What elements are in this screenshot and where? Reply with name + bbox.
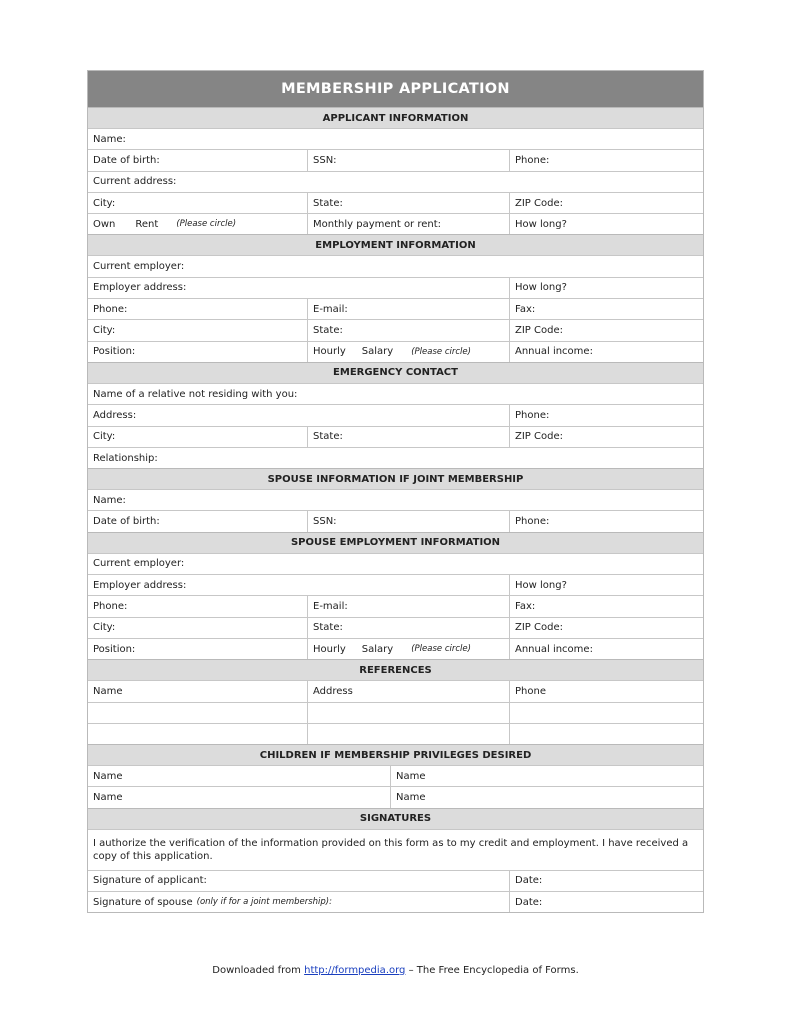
spouse-employer-email-field[interactable]: E-mail:	[307, 596, 509, 616]
spouse-current-employer-field[interactable]: Current employer:	[93, 558, 185, 570]
child-name-field[interactable]: Name	[93, 770, 123, 782]
applicant-city-field[interactable]: City:	[93, 197, 116, 209]
relationship-field[interactable]: Relationship:	[93, 452, 158, 464]
spouse-signature-row	[88, 891, 703, 912]
children-row	[88, 765, 703, 786]
annual-income-field[interactable]: Annual income:	[509, 342, 703, 362]
emergency-zip-field[interactable]: ZIP Code:	[509, 427, 703, 447]
section-children-heading: CHILDREN IF MEMBERSHIP PRIVILEGES DESIRED	[88, 744, 703, 765]
spouse-annual-income-field[interactable]: Annual income:	[509, 639, 703, 659]
applicant-signature-row	[88, 870, 703, 891]
section-emergency-heading: EMERGENCY CONTACT	[88, 362, 703, 383]
employer-phone-row	[88, 298, 703, 319]
current-employer-field[interactable]: Current employer:	[93, 261, 185, 273]
child-name-field[interactable]: Name	[93, 792, 123, 804]
applicant-address-row	[88, 171, 703, 192]
employer-fax-field[interactable]: Fax:	[509, 299, 703, 319]
spouse-how-long-field[interactable]: How long?	[509, 575, 703, 595]
references-header-row	[88, 680, 703, 701]
relative-name-field[interactable]: Name of a relative not residing with you:	[93, 388, 298, 400]
children-row	[88, 786, 703, 807]
housing-choice[interactable]	[88, 214, 307, 234]
reference-row	[88, 702, 703, 723]
joint-membership-note: (only if for a joint membership):	[196, 897, 332, 908]
applicant-how-long-field[interactable]: How long?	[509, 214, 703, 234]
footer-prefix: Downloaded from	[212, 965, 301, 976]
spouse-employer-address-field[interactable]: Employer address:	[93, 579, 187, 591]
spouse-employer-state-field[interactable]: State:	[307, 618, 509, 638]
spouse-employer-zip-field[interactable]: ZIP Code:	[509, 618, 703, 638]
reference-name-cell[interactable]	[88, 703, 307, 723]
spouse-employer-phone-row	[88, 595, 703, 616]
hourly-option[interactable]: Hourly	[313, 346, 346, 358]
spouse-ssn-field[interactable]: SSN:	[307, 511, 509, 531]
applicant-signature-date-field[interactable]: Date:	[509, 871, 703, 891]
position-row	[88, 341, 703, 362]
applicant-housing-row	[88, 213, 703, 234]
salary-option[interactable]: Salary	[361, 346, 394, 358]
employer-city-field[interactable]: City:	[93, 325, 116, 337]
applicant-name-field[interactable]: Name:	[93, 133, 126, 145]
section-employment-heading: EMPLOYMENT INFORMATION	[88, 234, 703, 255]
employer-state-field[interactable]: State:	[307, 320, 509, 340]
pay-type-choice[interactable]	[307, 342, 509, 362]
applicant-dob-field[interactable]: Date of birth:	[93, 154, 160, 166]
emergency-address-field[interactable]: Address:	[93, 409, 137, 421]
employer-address-field[interactable]: Employer address:	[93, 282, 187, 294]
spouse-phone-field[interactable]: Phone:	[509, 511, 703, 531]
references-phone-header: Phone	[509, 681, 703, 701]
applicant-signature-field[interactable]: Signature of applicant:	[93, 875, 207, 887]
references-address-header: Address	[307, 681, 509, 701]
employer-row	[88, 255, 703, 276]
spouse-employer-city-row	[88, 617, 703, 638]
employer-address-row	[88, 277, 703, 298]
spouse-pay-type-choice[interactable]	[307, 639, 509, 659]
spouse-employer-city-field[interactable]: City:	[93, 622, 116, 634]
applicant-phone-field[interactable]: Phone:	[509, 150, 703, 170]
employer-city-row	[88, 319, 703, 340]
applicant-name-row	[88, 128, 703, 149]
emergency-state-field[interactable]: State:	[307, 427, 509, 447]
hourly-option[interactable]: Hourly	[313, 643, 346, 655]
emergency-address-row	[88, 404, 703, 425]
employer-email-field[interactable]: E-mail:	[307, 299, 509, 319]
section-applicant-heading: APPLICANT INFORMATION	[88, 107, 703, 128]
section-references-heading: REFERENCES	[88, 659, 703, 680]
reference-address-cell[interactable]	[307, 724, 509, 744]
spouse-signature-field[interactable]	[88, 892, 509, 912]
spouse-signature-date-field[interactable]: Date:	[509, 892, 703, 912]
spouse-signature-label: Signature of spouse	[93, 896, 193, 908]
reference-phone-cell[interactable]	[509, 724, 703, 744]
footer-suffix: – The Free Encyclopedia of Forms.	[408, 965, 579, 976]
own-option[interactable]: Own	[93, 218, 116, 230]
reference-row	[88, 723, 703, 744]
salary-option[interactable]: Salary	[361, 643, 394, 655]
emergency-phone-field[interactable]: Phone:	[509, 405, 703, 425]
child-name-field[interactable]: Name	[390, 787, 703, 807]
spouse-employer-fax-field[interactable]: Fax:	[509, 596, 703, 616]
spouse-name-field[interactable]: Name:	[93, 494, 126, 506]
monthly-payment-field[interactable]: Monthly payment or rent:	[307, 214, 509, 234]
references-name-header: Name	[93, 685, 123, 697]
spouse-employer-address-row	[88, 574, 703, 595]
emergency-city-row	[88, 426, 703, 447]
spouse-dob-row	[88, 510, 703, 531]
applicant-zip-field[interactable]: ZIP Code:	[509, 193, 703, 213]
spouse-position-row	[88, 638, 703, 659]
footer	[0, 965, 791, 976]
spouse-employer-row	[88, 553, 703, 574]
section-signatures-heading: SIGNATURES	[88, 808, 703, 829]
please-circle-note: (Please circle)	[411, 346, 471, 357]
authorization-row	[88, 829, 703, 870]
spouse-dob-field[interactable]: Date of birth:	[93, 516, 160, 528]
applicant-city-row	[88, 192, 703, 213]
applicant-state-field[interactable]: State:	[307, 193, 509, 213]
spouse-name-row	[88, 489, 703, 510]
position-field[interactable]: Position:	[93, 346, 136, 358]
emergency-city-field[interactable]: City:	[93, 431, 116, 443]
form-title: MEMBERSHIP APPLICATION	[88, 71, 703, 107]
please-circle-note: (Please circle)	[176, 219, 237, 230]
rent-option[interactable]: Rent	[135, 218, 159, 230]
child-name-field[interactable]: Name	[390, 766, 703, 786]
applicant-dob-row	[88, 149, 703, 170]
spouse-employer-phone-field[interactable]: Phone:	[93, 600, 128, 612]
employment-how-long-field[interactable]: How long?	[509, 278, 703, 298]
employer-phone-field[interactable]: Phone:	[93, 303, 128, 315]
formpedia-link[interactable]: http://formpedia.org	[304, 965, 406, 976]
section-spouse-employment-heading: SPOUSE EMPLOYMENT INFORMATION	[88, 532, 703, 553]
reference-name-cell[interactable]	[88, 724, 307, 744]
relative-row	[88, 383, 703, 404]
applicant-ssn-field[interactable]: SSN:	[307, 150, 509, 170]
employer-zip-field[interactable]: ZIP Code:	[509, 320, 703, 340]
spouse-position-field[interactable]: Position:	[93, 643, 136, 655]
section-spouse-heading: SPOUSE INFORMATION IF JOINT MEMBERSHIP	[88, 468, 703, 489]
applicant-address-field[interactable]: Current address:	[93, 176, 177, 188]
relationship-row	[88, 447, 703, 468]
reference-address-cell[interactable]	[307, 703, 509, 723]
membership-form	[87, 70, 704, 913]
please-circle-note: (Please circle)	[411, 644, 471, 655]
reference-phone-cell[interactable]	[509, 703, 703, 723]
authorization-statement: I authorize the verification of the information provided on this form as to my credit and employment. I have received a copy of this application.	[93, 837, 689, 862]
